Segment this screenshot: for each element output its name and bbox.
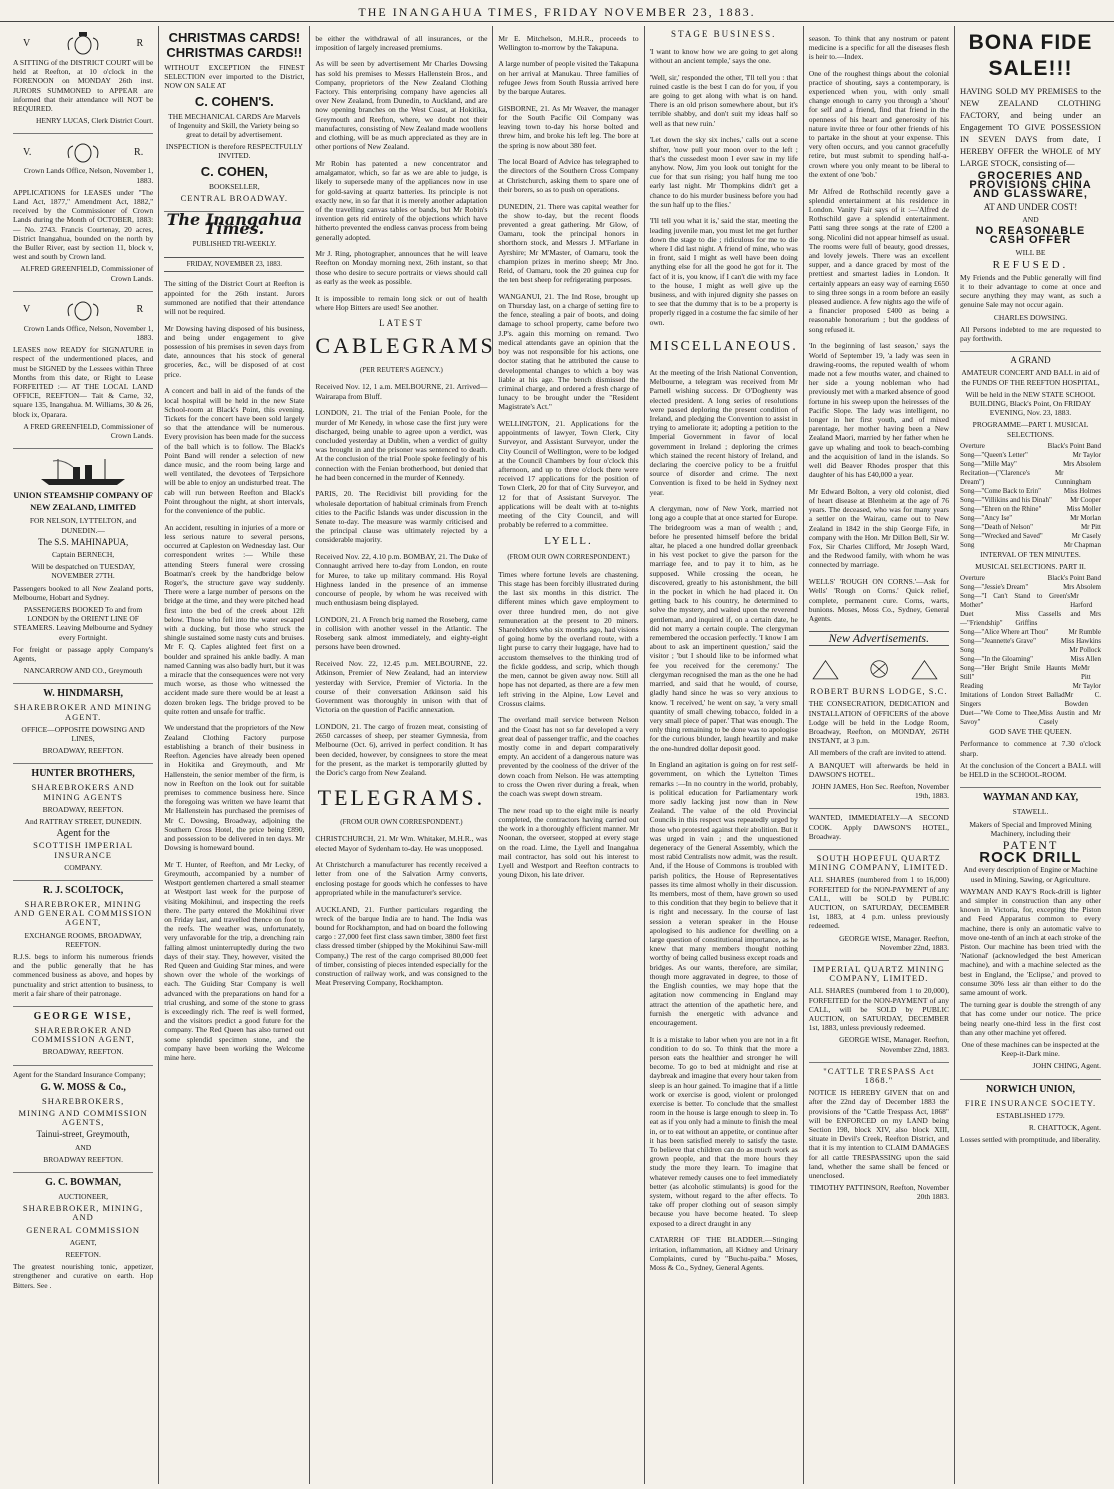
cards-mech: THE MECHANICAL CARDS Are Marvels of Ingenuity and Skill, the Variety being so great to detail by advertisement.	[168, 111, 301, 140]
lyell-paragraph: The overland mail service between Nelson and the Coast has not so far developed a very great deal of passenger traffic, and the coaches mostly come in and depart comparatively empty. An accident of a dangerous nature was prevented by the coolness of the driver of the down coach from Nelson. He was attempting to cross the Owen river during a freak, when the coach was swept down stream.	[498, 715, 639, 799]
imp-body: ALL SHARES (numbered from 1 to 20,000), FORFEITED for the NON-PAYMENT of any CALL, will be SOLD by PUBLIC AUCTION, on SATURDAY, DECEMBER 1st, 1883, unless previously redeemed.	[808, 986, 949, 1033]
hindmarsh-name: W. HINDMARSH,	[43, 688, 124, 700]
cohen-addr: CENTRAL BROADWAY.	[180, 192, 288, 203]
telegram-item: DUNEDIN, 21. There was capital weather for the show to-day, but the recent floods prevented a great gathering. Mr Glow, of Oamaru, took the principal honors in shorthorn stock, and Messrs J. M'Farlane in Ayrshire; Mr M'Master, of Oamaru, took the champion prizes in merino sheep; Mr Jno. Reid, of Oamaru, took the 20 guinea cup for the ten best sheep for refrigerating purposes.	[498, 201, 639, 285]
programme-item	[960, 469, 1101, 487]
programme-item	[960, 523, 1101, 532]
programme-item	[960, 487, 1101, 496]
crown-body: APPLICATIONS for LEASES under "The Land Act, 1877," Amendment Act, 1882," received by the Commissioner of Crown Lands during the Month of OCTOBER, 1883:— No. 2743. Francis Courtenay, 20 acres, District Inangahua, bounded on the north by the Buller River, east by section 11, block v, west and south by Crown land.	[13, 187, 154, 262]
wise-role: SHAREBROKER AND COMMISSION AGENT,	[31, 1025, 135, 1045]
wise-ad	[13, 1007, 153, 1066]
vr-left: V	[23, 304, 31, 316]
miscellaneous-heading: MISCELLANEOUS.	[649, 339, 798, 355]
programme-item	[960, 628, 1101, 637]
masonic-emblems-icon	[809, 653, 949, 685]
lyell-paragraph: The new road up to the eight mile is nearly completed, the contractors having carried out the work in a thoroughly efficient manner. Mr Noonan, the overseer, stopped at every stage on the road. Lime, the Lyell and Inangahua mail contractor, has sold out his interest to Lyell and Westport and Reefton contracts to young Dixon, his late driver.	[498, 805, 639, 880]
misc-paragraph: It is a mistake to labor when you are not in a fit condition to do so. To think that the more a person eats the healthier and stronger he will become. To go to bed at midnight and rise at daybreak and imagine that every hour taken from sleep is an hour gained. To imagine that if a little work or exercise is good, violent or prolonged exercise is better. To conclude that the smallest room in the house is large enough to sleep in. To eat as if you only had a minute to finish the meal in, or to eat without an appetite, or continue after it has been satisfied merely to satisfy the taste. To believe that children can do as much work as grown people, and that the more hours they study the more they learn. To imagine that whatever remedy causes one to feel immediately better (as alcoholic stimulants) is good for the system, without regard to the after effects. To take off proper clothing out of season simply because you have become heated. To sleep exposed to a direct draught in any	[649, 1034, 798, 1228]
programme-item-title: Duet—"We Come to Thee, Savoy"	[959, 709, 1040, 727]
nu-losses: Losses settled with promptitude, and liberality.	[959, 1135, 1101, 1145]
wise-addr: BROADWAY, REEFTON.	[42, 1047, 124, 1057]
programme-item	[960, 496, 1101, 505]
programme-item-performer: Mr Pollock	[1069, 646, 1101, 655]
programme-item-performer: Mr Rumble	[1068, 628, 1101, 637]
moss-ad	[13, 1066, 153, 1173]
new-advertisements-heading: New Advertisements.	[809, 631, 949, 646]
misc-paragraph: One of the roughest things about the colonial practice of shouting, says a contemporary, is experienced when you, with only small change enough to carry you through a 'shout' for self and a friend, find that friend in the openness of his heart and generosity of his nature invite three or four other friends of his to partake in the shout at your expense. This very often occurs, and you cannot gracefully retire, but must submit to spending half-a-crown where you only meant to be liberal to the extent of one 'bob.'	[808, 68, 949, 179]
cards-shop: C. COHEN'S.	[194, 93, 274, 109]
programme-item-performer: Mrs Absolem	[1063, 583, 1101, 592]
bowman-role3: GENERAL COMMISSION	[26, 1224, 140, 1235]
programme-item-performer: Mrs Absolem	[1063, 459, 1101, 468]
bowman-ad	[13, 1173, 153, 1298]
bowman-name: G. C. BOWMAN,	[45, 1177, 122, 1189]
crown-lands-applications	[13, 134, 153, 291]
programme-item	[960, 460, 1101, 469]
bowman-role2: SHAREBROKER, MINING, AND	[22, 1203, 144, 1223]
programme-item-performer: Mr Chapman	[1063, 540, 1101, 549]
programme-item-title: Song—"Alice Where art Thou"	[959, 628, 1049, 637]
hop-bitters-notice: The greatest nourishing tonic, appetizer, strengthener and curative on earth. Hop Bitters. See .	[13, 1262, 154, 1290]
programme-item-performer: Mr Casely	[1071, 531, 1101, 540]
programme-item	[960, 541, 1101, 550]
programme-item-title: Imitations of London Street Ballad Singers	[959, 691, 1065, 709]
programme-item-title: Song—"Wrecked and Saved"	[959, 531, 1043, 540]
hindmarsh-addr: BROADWAY, REEFTON.	[42, 746, 124, 756]
cablegram-item: PARIS, 20. The Recidivist bill providing for the wholesale deportation of habitual criminals from French cities to the Pacific Islands was under discussion in the Senate to-day. The measure was warmly criticised and the principal clause was ultimately rejected by a considerable majority.	[315, 489, 488, 545]
union-ship: The S.S. MAHINAPUA,	[37, 536, 129, 547]
paper-date: FRIDAY, NOVEMBER 23, 1883.	[164, 257, 304, 272]
programme-item-title: Song—"Mille May"	[959, 459, 1017, 468]
cablegram-item: Received Nov. 12, 1 a.m. MELBOURNE, 21. Arrived—Wairarapa from Bluff.	[315, 382, 488, 401]
nu-est: ESTABLISHED 1779.	[996, 1110, 1065, 1120]
vr-right: R	[136, 304, 144, 316]
norwich-union-ad	[960, 1080, 1101, 1153]
nu-agent: R. CHATTOCK, Agent.	[1028, 1122, 1101, 1132]
lyell-sub: (FROM OUR OWN CORRESPONDENT.)	[507, 553, 630, 562]
programme-item-title: Song	[959, 646, 975, 655]
lodge-sign: JOHN JAMES, Hon Sec. Reefton, November 19th, 1883.	[811, 781, 949, 801]
hunter-name: HUNTER BROTHERS,	[31, 768, 135, 780]
concert-time: Performance to commence at 7.30 o'clock sharp.	[959, 739, 1101, 758]
stage-paragraph: 'Well, sir,' responded the other, 'I'll tell you : that ruined castle is the best I can do for you, if you are going to get along with what is on hand. There is an old prison somewhere about, but it's terrible shabby, and don't suit my ideas half so well as that new ruin.'	[649, 72, 798, 128]
programme-item-title: Reading	[959, 682, 984, 691]
programme-item-performer: Black's Point Band	[1047, 574, 1101, 583]
programme-item-performer: Miss Moller	[1066, 504, 1101, 513]
cablegrams-heading: CABLEGRAMS	[315, 332, 496, 358]
wise-agent: Agent for the Standard Insurance Company;	[13, 1069, 146, 1079]
telegram-item: WELLINGTON, 21. Applications for the appointments of lawyer, Town Clerk, City Surveyor, and Assistant Surveyor, under the City Council of Wellington, were to be lodged at the Council Chambers by four o'clock this afternoon, and up to three o'clock there were received 17 applications for the position of Town Clerk, 20 for that of City Surveyor, and 12 for that of Assistant Surveyor. The applications will be dealt with at to-nights meeting of the City Council, and will probably be referred to a committee.	[498, 419, 639, 530]
bona-title: BONA FIDE SALE!!!	[968, 31, 1093, 80]
bowman-addr: REEFTON.	[65, 1250, 101, 1260]
union-route: FOR NELSON, LYTTELTON, and DUNEDIN.—	[29, 516, 137, 535]
bona-body: HAVING SOLD MY PREMISES to the NEW ZEALAND CLOTHING FACTORY, and being under an Engagement TO GIVE POSSESSION IN SEVEN DAYS from date, I HEREBY OFFER the WHOLE of MY LARGE STOCK, consisting of—	[959, 86, 1101, 168]
hindmarsh-ad	[13, 684, 153, 764]
nu-title: NORWICH UNION,	[985, 1083, 1076, 1095]
hunter-company: COMPANY.	[64, 862, 102, 872]
cattle-sign: TIMOTHY PATTINSON, Reefton, November 20th 1883.	[809, 1183, 949, 1202]
wk-body: WAYMAN AND KAY'S Rock-drill is lighter and simpler in construction than any other known in Victoria, for, excepting the Piston and Feed Apparatus common to every machine, there is only an automatic valve to move one-tenth of an inch at each stroke of the Piston. Our machine has been tried with the 'National' (acknowledged the best American machine), and with a machine selected as the best in England, the 'Eclipse,' and proved to consume 30% less air than either to do the same amount of work.	[959, 886, 1101, 997]
scoltock-body: R.J.S. begs to inform his numerous friends and the public generally that he has commenced business as above, and hopes by punctuality and strict attention to business, to merit a fair share of their patronage.	[13, 952, 154, 998]
imp-sign: GEORGE WISE, Manager. Reefton, November 22nd, 1883.	[839, 1035, 949, 1054]
programme-item	[960, 709, 1101, 727]
programme-item	[960, 583, 1101, 592]
scoltock-name: R. J. SCOLTOCK,	[42, 884, 124, 896]
telegram-item: CHRISTCHURCH, 21. Mr Wm. Whitaker, M.H.R., was elected Mayor of Sydenham to-day. He was unopposed.	[315, 834, 488, 853]
bona-groceries: GROCERIES AND PROVISIONS CHINA AND GLASSWARE,	[969, 170, 1092, 201]
telegram-item: WANGANUI, 21. The Ind Rose, brought up on Thursday last, on a charge of setting fire to the fence, stealing a pair of boots, and doing damage to school property, came before two J.P's. again this morning on remand. Two medical attendants gave an opinion that the boy was not responsible for his actions, one doctor stating that he attributed the cause to developmental changes to which a boy was liable at his age. The bench dismissed the criminal charge, and ordered a fresh charge of lunacy to be brought under the "Resident Magistrate's Act."	[498, 291, 639, 412]
crown-sign: ALFRED GREENFIELD, Commissioner of Crown Lands.	[20, 264, 154, 283]
moss-addr2: BROADWAY REEFTON.	[43, 1154, 123, 1164]
misc-paragraph: In England an agitation is going on for rest self-government, on which the Lyttelton Times remarks :—In no country in the world, probably, is political education for Parliamentary work more sadly lacking just now than in New Zealand. The value of the old Provincial Councils in this respect was repeatedly urged by those who protested against their abolition. But it was urged in vain ; and the unquestioned degeneracy of the General Assembly, which the most rabid Centralists now admit, was the result. And, if the House of Commons is troubled with parish politics, the House of Representatives passes its time almost wholly in their discussion. Its members, most of them, have grown so used to this condition that they begin to believe that it is right and necessary. In the course of last session a veteran speaker in the House apologised to his audience for dwelling on a large question of constitutional importance, as he knew that many members thought nothing worthy of being called business except roads and bridges. As our wants, therefore, are similar, though more aggravated in degree, to those of the English counties, we may hope that the agitation now commencing in England may attract the attention of the apathetic here, and furnish the energetic with advance and encouragement.	[649, 760, 798, 1027]
wk-every: And every description of Engine or Machine used in Mining, Sawing, or Agriculture.	[963, 865, 1098, 884]
crown-place: Crown Lands Office, Nelson, November 1, 1883.	[23, 166, 154, 185]
wayman-kay-ad	[960, 788, 1101, 1079]
bona-sign: CHARLES DOWSING.	[993, 312, 1068, 322]
column-5	[645, 26, 804, 1484]
telegram-item: GISBORNE, 21. As Mr Weaver, the manager for the South Pacific Oil Company was leaving town to-day his horse bolted and threw him, and broke his left leg. The bore at the spring is now about 380 feet.	[498, 103, 639, 150]
christmas-cards-ad	[164, 26, 304, 212]
god-save-queen: GOD SAVE THE QUEEN.	[989, 727, 1072, 737]
column-2	[159, 26, 310, 1484]
programme-item-performer: Mr Cunningham	[1054, 468, 1092, 486]
telegram-item: AUCKLAND, 21. Further particulars regarding the wreck of the barque India are to hand. The India was bound for Rockhampton, and had on board the following cargo : 27,000 feet first class sawn timber, 3800 feet first class dressed timber (shipped by the Mokihinui Saw-mill Company,) The rest of the cargo comprised 80,000 feet of timber, consisting of pieces intended especially for the construction of railway work, and was consigned to the Meat Preserving Company, Rockhampton.	[315, 904, 488, 988]
wanted-cook-ad	[809, 809, 949, 850]
cohen-name: C. COHEN,	[200, 163, 268, 179]
wk-inspect: One of these machines can be inspected at the Keep-it-Dark mine.	[961, 1039, 1100, 1059]
programme-item	[960, 691, 1101, 709]
misc-paragraph: A clergyman, now of New York, married not long ago a couple that at once started for Europe. The bridegroom was a man of wealth ; and, before he presented himself before the bridal altar, he placed a one hundred dollar greenback in his vest pocket to give the parson for the marriage fee, and to pay it to him, as he supposed. While crossing the ocean, he discovered, greatly to his astonishment, the bill in the pocket in which he had placed it. On getting back to his country, he determined to solve the mystery, and waited upon the reverend gentleman, and inquired if, on a certain date, he did not marry a certain couple. The clergyman remembered the occasion perfectly. 'I know I am about to ask an impertinent question,' said the visitor ; 'but I should like to be informed what fee you received for the ceremony.' The clergyman recognised the man as the one he had married, and said that he would, of course, gladly hand since he was so very anxious to know. 'I received,' he went on say, 'a very small quantity of small chewing tobacco, folded in a very small piece of paper.' That was enough. The only thing remaining to be done was to apologise for the curious blunder, laugh heartily and make the one-hundred dollar deposit good.	[649, 504, 798, 753]
hunter-addr2: And RATTRAY STREET, DUNEDIN.	[24, 816, 142, 826]
telegram-item: Mr E. Mitchelson, M.H.R., proceeds to Wellington to-morrow by the Takapuna.	[498, 33, 639, 52]
programme-list-2	[960, 574, 1101, 727]
corns-notice: WELLS' 'ROUGH ON CORNS.'—Ask for Wells' 'Rough on Corns.' Quick relief, complete, permanent cure. Corns, warts, bunions. Moses, Moss Co., Sydney, General Agents.	[808, 577, 949, 623]
cablegrams-sub: (PER REUTER'S AGENCY.)	[359, 365, 443, 374]
cards-inspection: INSPECTION is therefore RESPECTFULLY INVITED.	[165, 142, 303, 161]
union-steamship-ad	[13, 449, 153, 684]
cards-title: CHRISTMAS CARDS! CHRISTMAS CARDS!!	[166, 30, 303, 60]
programme-item	[960, 682, 1101, 691]
nu-body: FIRE INSURANCE SOCIETY.	[964, 1097, 1097, 1108]
union-passengers: Passengers booked to all New Zealand ports, Melbourne, Hobart and Sydney.	[13, 583, 154, 602]
wk-body2: The turning gear is double the strength of any that has come under our notice. The price being nearly one-third less in the first cost than any other machine yet offered.	[959, 1000, 1101, 1037]
editorial-paragraph: Mr Dowsing having disposed of his business, and being under engagement to give possession of his premises in seven days from date, announces that his stock of general groceries, &c., will be disposed of at cost price.	[164, 323, 305, 379]
programme-item-performer: Black's Point Band	[1047, 441, 1101, 450]
editorial-paragraph: The sitting of the District Court at Reefton is appointed for the 26th instant. Jurors summoned are notified that their attendance will not be required.	[164, 279, 305, 316]
cattle-trespass-ad	[809, 1063, 949, 1210]
telegrams-sub: (FROM OUR OWN CORRESPONDENT.)	[340, 817, 463, 826]
programme-item-performer: Miss Allen	[1070, 655, 1101, 664]
stage-paragraph: 'I want to know how we are going to get along without an ancient temple,' says the one.	[649, 46, 798, 65]
lodge-invited: All members of the craft are invited to attend.	[808, 748, 947, 758]
programme-item-performer: Miss Austin and Mr Casely	[1039, 709, 1101, 727]
columns	[8, 26, 1106, 1484]
hunter-addr: BROADWAY, REEFTON.	[42, 804, 124, 814]
programme-part-1: PROGRAMME—PART I. MUSICAL SELECTIONS.	[972, 420, 1089, 439]
programme-item-title: Recitation—("Clarence's Dream")	[959, 468, 1030, 486]
union-freight: For freight or passage apply Company's Agents,	[13, 644, 154, 663]
scoltock-ad	[13, 881, 153, 1007]
editorial-paragraph: Mr J. Ring, photographer, announces that he will leave Reefton on Monday morning next, 26th instant, so that those who desire to secure portraits or views should call as early as the week as possible.	[315, 249, 488, 286]
programme-item-title: Song—"Queen's Letter"	[959, 450, 1028, 459]
programme-item-performer: Miss Cassells and Mrs Griffins	[1015, 610, 1101, 628]
vr-left: V	[23, 38, 31, 50]
imperial-ad	[809, 961, 949, 1063]
vr-right: R.	[134, 146, 144, 158]
column-6	[804, 26, 955, 1484]
programme-item-title: Song—"I Can't Stand to Green's Mother"	[959, 592, 1071, 610]
sh-body: ALL SHARES (numbered from 1 to 16,000) FORFEITED for the NON-PAYMENT of any CALL, will be SOLD by PUBLIC AUCTION, on SATURDAY, DECEMBER 1st, 1883, at 4 p.m. unless previously redeemed.	[808, 875, 949, 931]
bona-indebted: All Persons indebted to me are requested to pay forthwith.	[959, 324, 1101, 344]
district-court-notice	[13, 26, 153, 134]
paper-sub: PUBLISHED TRI-WEEKLY.	[192, 240, 277, 249]
lyell-heading: LYELL.	[544, 534, 593, 547]
lodge-name: ROBERT BURNS LODGE, S.C.	[810, 686, 948, 697]
programme-part-2: MUSICAL SELECTIONS. PART II.	[975, 562, 1086, 572]
sh-sign: GEORGE WISE, Manager. Reefton, November 22nd, 1883.	[839, 933, 949, 952]
programme-item-title: Song—"Come Back to Erin"	[959, 486, 1041, 495]
wk-title: WAYMAN AND KAY,	[982, 792, 1079, 804]
wk-agent: JOHN CHING, Agent.	[1032, 1061, 1101, 1071]
programme-interval: INTERVAL OF TEN MINUTES.	[980, 549, 1081, 559]
hunter-insurance: SCOTTISH IMPERIAL INSURANCE	[33, 840, 134, 860]
catarrh-notice: CATARRH OF THE BLADDER.—Stinging irritation, inflammation, all Kidney and Urinary Complaints, cured by "Buchu-paiba." Moses, Moss & Co., Sydney, General Agents.	[649, 1235, 798, 1272]
cattle-body: NOTICE IS HEREBY GIVEN that on and after the 22nd day of December 1883 the provisions of the "Cattle Trespass Act, 1868" will be ENFORCED on my LAND being Section 198, block XIV, also block XIII, situate in Devil's Creek, Reefton District, and that it is my intention to CLAIM DAMAGES for all cattle TRESPASSING upon the said land, whether the same shall be fenced or unenclosed.	[808, 1088, 949, 1181]
steamship-icon	[33, 455, 133, 487]
programme-item-title: Song—"Her Bright Smile Haunts Me Still"	[959, 664, 1082, 682]
misc-paragraph: At the meeting of the Irish National Convention, Melbourne, a telegram was received from Mr Parnell wishing success. Dr O'Doghenty was elected president. A long series of resolutions were passed deploring the present condition of Ireland, and pledging the Convention to assist in trying to ameliorate it; adopting a petition to the Imperial Government in favor of local government in Ireland ; deploring the crimes which stained the recent history of Ireland, and declaring the coercive policy to be a fruitful source of disorder and crime. The next Convention is fixed to be held in Sydney next year.	[649, 367, 798, 497]
page-masthead: THE INANGAHUA TIMES, FRIDAY NOVEMBER 23, 1883.	[0, 0, 1114, 22]
hunter-ad	[13, 764, 153, 881]
moss-role: SHAREBROKERS,	[42, 1095, 125, 1106]
cablegram-item: LONDON, 21. The trial of the Fenian Poole, for the murder of Mr Kenedy, in whose case the first jury were discharged, being unable to agree upon a verdict, was concluded yesterday at Dublin, when a verdict of guilty was brought in and the prisoner was sentenced to death. At the conclusion of the trial Poole spoke feelingly of his connection with the Fenian brotherhood, but denied that he had been concerned in the murder of Kennedy.	[315, 408, 488, 482]
column-4	[493, 26, 644, 1484]
programme-item-title: Overture	[959, 441, 985, 450]
editorial-paragraph: be either the withdrawal of all insurances, or the imposition of largely increased premiums.	[315, 33, 488, 52]
wk-makers: Makers of Special and Improved Mining Machinery, including their	[969, 819, 1092, 838]
lodge-banquet: A BANQUET will afterwards be held in DAWSON'S HOTEL.	[808, 760, 949, 779]
bona-fide-sale-ad	[960, 26, 1101, 352]
editorial-paragraph: An accident, resulting in injuries of a more or less serious nature to several persons, occurred at Capleston on Wednesday last. Our correspondent writes :— While these attending Steers funeral were crossing Boatman's creek by the handbridge below Roger's, the structure gave way suddenly. There were a large number of persons on the bridge at the time, and they were pitched head first into the bed of the creek about 12ft below. Those who fell into the water escaped with a ducking, but those who struck the shingle sustained some nasty cuts and bruises. Mr F. Q. Caples alighted feet first on a boulder and sprained his ankle badly. A man named Canning was also badly hurt, but it was a miracle that the consequences were not very much worse, as those who witnessed the accident made sure there would be at least a dozen broken legs. The bridge proved to be quite rotten and unsafe for traffic.	[164, 522, 305, 716]
hospital-concert-ad	[960, 352, 1101, 788]
wk-patent: PATENT	[1002, 837, 1059, 852]
programme-item	[960, 610, 1101, 628]
crown-sign: A FRED GREENFIELD, Commissioner of Crown Lands.	[23, 421, 154, 441]
vr-right: R	[136, 38, 144, 50]
concert-where: Will be held in the NEW STATE SCHOOL BUILDING, Black's Point, On FRIDAY EVENING, Nov. 23, 1883.	[965, 389, 1096, 418]
editorial-paragraph: We understand that the proprietors of the New Zealand Clothing Factory purpose establishing a branch of their business in Reefton. Agencies have already been opened in Hokitika and Greymouth, and Mr Hallenstein, the senior member of the firm, is now in Reefton on the look out for suitable premises to commence business here. Since the foregoing was written we have learnt that Mr Hallenstein has purchased the premises of Mr C. Dowsing, Broadway, adjoining the Southern Cross Hotel, the price being £890, and possession to be delivered in ten days. Mr Dowsing is homeward bound.	[164, 723, 305, 853]
column-7	[955, 26, 1106, 1484]
programme-item	[960, 505, 1101, 514]
cards-body: WITHOUT EXCEPTION the FINEST SELECTION ever imported to the District, NOW ON SALE AT	[164, 63, 305, 91]
telegrams-heading: TELEGRAMS.	[317, 784, 486, 810]
programme-item-title: Song—"Jeannette's Grave"	[959, 637, 1036, 646]
column-1	[8, 26, 159, 1484]
bowman-agent: AGENT,	[69, 1237, 97, 1247]
programme-item-performer: Mr Harford	[1070, 592, 1093, 610]
union-booked: PASSENGERS BOOKED To and from LONDON by the ORIENT LINE OF STEAMERS. Leaving Melbourne and Sydney every Fortnight.	[13, 604, 153, 642]
programme-item-title: Song—"Villikins and his Dinah"	[959, 495, 1052, 504]
bona-at-cost: AT AND UNDER COST!	[983, 201, 1078, 212]
programme-item-performer: Mr Cooper	[1070, 495, 1101, 504]
bona-refused: REFUSED.	[992, 258, 1069, 271]
programme-item-title: Song—"In the Gloaming"	[959, 655, 1033, 664]
hindmarsh-office: OFFICE—OPPOSITE DOWSING AND LINES,	[21, 724, 145, 743]
programme-item	[960, 574, 1101, 583]
moss-role2: MINING AND COMMISSION AGENTS,	[18, 1108, 148, 1128]
cablegram-item: Received Nov. 22, 12.45 p.m. MELBOURNE, 22. Atkinson, Premier of New Zealand, had an interview yesterday with Service, Premier of Victoria. In the course of their conversation Atkinson said his Government was thoroughly in unison with that of Victoria on the question of Pacific annexation.	[315, 659, 488, 715]
moss-addr: Tainui-street, Greymouth,	[36, 1129, 130, 1140]
hunter-role: SHAREBROKERS AND MINING AGENTS	[31, 782, 135, 802]
concert-ball: At the conclusion of the Concert a BALL will be HELD in the SCHOOL-ROOM.	[959, 760, 1101, 780]
misc-paragraph: season. To think that any nostrum or patent medicine is a specific for all the diseases flesh is heir to.—Index.	[808, 33, 949, 61]
column-3	[310, 26, 496, 1484]
scoltock-addr: EXCHANGE ROOMS, BROADWAY, REEFTON.	[24, 930, 142, 949]
editorial-paragraph: As will be seen by advertisement Mr Charles Dowsing has sold his premises to Messrs Hallenstein Bros., and Company, proprietors of the New Zealand Clothing Factory. This enterprising company have agencies all over New Zealand, from Dunedin, to Auckland, and are now opening branches on the West Coast, at Hokitika, Greymouth and Reefton, where, we doubt not their manufactures, consisting of New Zealand made woollens and clothing, will be as much appreciated as they are in other portions of New Zealand.	[315, 59, 488, 152]
programme-list-1	[960, 442, 1101, 550]
stage-business-heading: STAGE BUSINESS.	[671, 29, 777, 39]
bowman-role: AUCTIONEER,	[58, 1192, 108, 1202]
programme-item	[960, 592, 1101, 610]
royal-crest-icon	[63, 296, 103, 324]
editorial-paragraph: Mr T. Hunter, of Reefton, and Mr Lecky, of Greymouth, accompanied by a number of Westport gentlemen chartered a small steamer at Westport last week for the purpose of visiting Mokihinui, and inspecting the reefs there. The party entered the Mokihinui river on Friday last, and travelled thence on foot to the reefs. The weather was, unfortunately, very unfavorable for the trip, a drenching rain falling almost uninterruptedly during the two days of their stay. They, however, visited the Red Queen and Guiding Star mines, and were shown over the whole of the workings of each. The Guiding Star Company is well advanced with the preparations on hand for a trial crushing, and some of the stone to grass is exceedingly rich. The reef is well formed, and the visitors predict a good future for the company. The Red Queen has also turned out some splendid specimen stone, and the company have been working the Welcome mine here.	[164, 859, 305, 1063]
burns-lodge-ad	[809, 649, 949, 809]
cohen-role: BOOKSELLER,	[208, 181, 260, 191]
programme-item-title: Duet—"Friendship"	[959, 610, 1003, 628]
programme-item-performer: Mr Taylor	[1072, 450, 1101, 459]
district-court-body: A SITTING of the DISTRICT COURT will be held at Reefton, at 10 o'clock in the FORENOON on MONDAY 26th inst. JURORS SUMMONED to APPEAR are informed that their attendance will NOT be REQUIRED.	[13, 58, 154, 114]
royal-crest-icon	[63, 30, 103, 58]
union-dispatch: Will be despatched on TUESDAY, NOVEMBER 27TH.	[31, 562, 135, 581]
crown-body: LEASES now READY for SIGNATURE in respect of the undermentioned places, and must be SIGNED by the Lessees within Three Months from this date, or Right to Lease FORFEITED :— AT THE LOCAL LAND OFFICE, REEFTON— Tait & Carne, 32, square 135, Inangahua. M. Williams, 30 & 26, block ix, Oparara.	[13, 345, 154, 419]
wk-place: STAWELL.	[1012, 807, 1049, 817]
moss-and: AND	[74, 1142, 92, 1152]
scoltock-role: SHAREBROKER, MINING AND GENERAL COMMISSION AGENT,	[13, 898, 153, 928]
bona-no-offer: NO REASONABLE CASH OFFER	[975, 225, 1086, 247]
programme-item-title: Song—"Death of Nelson"	[959, 522, 1033, 531]
programme-item-performer: Mr Taylor	[1072, 682, 1101, 691]
telegram-item: A large number of people visited the Takapuna on her arrival at Manukau. Three families of refugee Jews from South Russia arrived here by the barque Autares.	[498, 59, 639, 97]
programme-item-performer: Miss Hawkins	[1060, 637, 1101, 646]
wise-name: GEORGE WISE,	[33, 1011, 133, 1023]
lyell-paragraph: Times where fortune levels are chastening. This stage has been forcibly illustrated during the last six months in this district. The different mines which gave employment to over three hundred men, do not give remuneration at the present to 20 miners. Shareholders who six months ago, had visions of going home by the overland route, with a light purse to carry their luggage, have had to accustom themselves to the thinking trod of the fickle goddess, and scrip, which though the men, cannot be given away now. Still all hope has not departed, as there are a few men left striving in the Alpine, Low Level and Crossus claims.	[498, 569, 639, 708]
crown-place: Crown Lands Office, Nelson, November 1, 1883.	[23, 323, 154, 343]
stage-paragraph: 'I'll tell you what it is,' said the star, meeting the leading juvenile man, you must let me get further down the stage to die ; ridiculous for me to die where I did last night. A friend of mine, who was in front, said I might as well have been doing anything else for all the good he got for it. The fact of it is, you know, if I can't die with my face to the house, I might as well give up the business, and with injured dignity she passes on to see that the dummy that is to be a property is properly rigged in a costume the fac simile of her own.	[649, 216, 798, 327]
sh-title: SOUTH HOPEFUL QUARTZ MINING COMPANY, LIMITED.	[809, 852, 949, 873]
programme-item-performer: Mr C. Bowden	[1064, 691, 1101, 709]
wk-drill: ROCK DRILL	[979, 849, 1082, 867]
cablegram-item: Received Nov. 22, 4.10 p.m. BOMBAY, 21. The Duke of Connaught arrived here to-day from London, en route for Muree, to take up military command. His Royal Highness landed in the presence of an immense concourse of people, by whom he was received with much enthusiasm being displayed.	[315, 552, 488, 608]
programme-item	[960, 442, 1101, 451]
union-agents: NANCARROW AND CO., Greymouth	[23, 666, 143, 676]
latest-label: LATEST	[379, 318, 424, 329]
programme-item-title: Overture	[959, 574, 985, 583]
programme-item	[960, 664, 1101, 682]
programme-item-title: Song—"Ancy Ise"	[959, 513, 1013, 522]
editorial-paragraph: It is impossible to remain long sick or out of health where Hop Bitters are used! See another.	[315, 293, 488, 312]
hunter-agent: Agent for the	[56, 828, 110, 840]
editorial-paragraph: Mr Robin has patented a new concentrator and amalgamator, which, so far as we are able to judge, is likely to supersede many of the appliances now in use for gold-saving at quartz batteries. Its principle is not exactly new, in so far that it is merely another adaptation of the travelling canvas tables or bands, but Mr Robin's invention gets rid entirely of the objections which have hitherto prevented the endless canvas process from being generally adopted.	[315, 158, 488, 242]
union-title: UNION STEAMSHIP COMPANY OF NEW ZEALAND, LIMITED	[13, 490, 153, 513]
crown-lands-leases	[13, 292, 153, 449]
programme-item-performer: Mr Morlan	[1070, 513, 1101, 522]
programme-item-title: Song—"Ehren on the Rhine"	[959, 504, 1042, 513]
programme-item	[960, 451, 1101, 460]
district-court-sign: HENRY LUCAS, Clerk District Court.	[35, 116, 154, 126]
programme-item	[960, 637, 1101, 646]
lodge-body: THE CONSECRATION, DEDICATION and INSTALLATION of OFFICERS of the above Lodge will be held in the Lodge Room, Broadway, Reefton, on MONDAY, 26TH INSTANT, at 3 p.m.	[808, 699, 949, 746]
programme-item	[960, 655, 1101, 664]
wanted-body: WANTED, IMMEDIATELY—A SECOND COOK. Apply DAWSON'S HOTEL, Broadway.	[808, 813, 949, 841]
royal-crest-icon	[63, 138, 103, 166]
vr-left: V.	[23, 146, 32, 158]
programme-item-title: Song—"Jessie's Dream"	[959, 583, 1029, 592]
misc-paragraph: Mr Edward Bolton, a very old colonist, died of heart disease at Blenheim at the age of 76 years. The deceased, who was for many years a settler on the Wairau, came out to New Zealand in 1842 in the ship George Fife, in company with the Hon. Mr Dillon Bell, Sir W. Fox, Sir Charles Clifford, Mr Joseph Ward, and the Redwood family, with whom he was connected by marriage.	[808, 486, 949, 570]
programme-item	[960, 532, 1101, 541]
south-hopeful-ad	[809, 850, 949, 961]
cattle-title: "CATTLE TRESPASS Act 1868."	[823, 1065, 935, 1085]
programme-item-title: Song	[959, 540, 975, 549]
concert-title: AMATEUR CONCERT AND BALL in aid of the FUNDS OF THE REEFTON HOSPITAL,	[961, 368, 1100, 387]
moss-name: G. W. MOSS & Co.,	[40, 1081, 126, 1093]
programme-item-performer: Mr Pitt	[1081, 664, 1091, 682]
telegram-item: At Christchurch a manufacturer has recently received a letter from one of the Salvation Army converts, enclosing postage for goods which he confesses to have appropriated while in the manufacturer's service.	[315, 860, 488, 897]
telegram-item: The local Board of Advice has telegraphed to the directors of the Southern Cross Company at Christchurch, asking them to spare one of their borers, so as to push on operations.	[498, 157, 639, 194]
paper-title: The Inangahua Times.	[166, 210, 303, 239]
bona-will-be: WILL BE	[1015, 248, 1046, 258]
union-captain: Captain BERNECH,	[52, 549, 115, 559]
hindmarsh-role: SHAREBROKER AND MINING AGENT.	[14, 702, 153, 722]
misc-paragraph: 'In the beginning of last season,' says the World of September 19, 'a lady was seen in drawing-rooms, the reputed wealth of whom made not a few mouths water, and chained to her side a young nobleman who had previously met with a marked absence of good fortune in his sweep upon the heiresses of the Pacific Slope. The lady was intelligent, no longer in her first youth, and of mixed parentage, her mother having been a New Zealand Maori, married by her father when he gave up whaling and took to beach-combing and the acquisition of land in the islands. So well did Beaver Rhodes prosper that this daughter of his has £40,000 a year.	[808, 341, 949, 480]
programme-item	[960, 514, 1101, 523]
concert-grand: A GRAND	[1010, 355, 1051, 366]
bona-and: AND	[1022, 214, 1039, 224]
programme-item-performer: Miss Holmes	[1063, 486, 1101, 495]
cablegram-item: LONDON, 21. A French brig named the Roseberg, came in collision with another vessel in the Atlantic. The Roseberg sank almost immediately, and eighty-eight persons have been drowned.	[315, 614, 488, 652]
stage-paragraph: 'Let down the sky six inches,' calls out a scene shifter, 'now pull your moon over to the left ; that's the cussedest moon I ever saw in my life anyhow. Now, Jim you look out tonight for the cue for that sun rising; you half hung me too early last night. Mr Thompkins didn't get a chance to do his murder business before you had the sun half up to the flies.'	[649, 135, 798, 209]
imp-title: IMPERIAL QUARTZ MINING COMPANY, LIMITED.	[813, 963, 945, 984]
programme-item-performer: Mr Pitt	[1080, 522, 1101, 531]
bona-friends: My Friends and the Public generally will find it to their advantage to come at once and secure anything they may want, as such a genuine Sale may not occur again.	[959, 272, 1101, 310]
editorial-paragraph: A concert and ball in aid of the funds of the local hospital will be held in the new State School-room at Black's Point, this evening. Tickets for the concert have been sold largely so that the attendance will be numerous. Every provision has been made for the success of the ball which is to follow. The Black's Point Band will render a selection of new dance music, and the room being large and well ventilated, the devotees of Terpsichore will be able to enjoy an undisturbed treat. The cab will run between Reefton and Black's Point throughout the night, at short intervals, for the convenience of the public.	[164, 386, 305, 516]
cablegram-item: LONDON, 21. The cargo of frozen meat, consisting of 2650 carcasses of sheep, per steamer Gymnesia, from Melbourne (Oct. 6), arrived in perfect condition. It has been decided, however, by consignees to store the meat for the present, as the market is temporarily glutted by the Doric's cargo from New Zealand.	[315, 721, 488, 777]
programme-item	[960, 646, 1101, 655]
misc-paragraph: Mr Alfred de Rothschild recently gave a splendid entertainment at his residence in London. Vanity Fair says of it :—'Alfred de Rothschild gave a splendid entertainment. Patti sang three songs at the rate of £200 a song. Nicolini did not appear himself as usual. The rooms were full of beauty, good dresses, and lovely jewels. There was an excellent supper, and a dance graced by most of the prettiest and smartest ladies in London. It certainly appears an easy way of earning £650 to sing three songs in a room before an easily pleased audience. A few nights ago the wife of a financier proposed £400 as being a reasonable honorarium ; but the goddess of song refused it.	[808, 186, 949, 334]
